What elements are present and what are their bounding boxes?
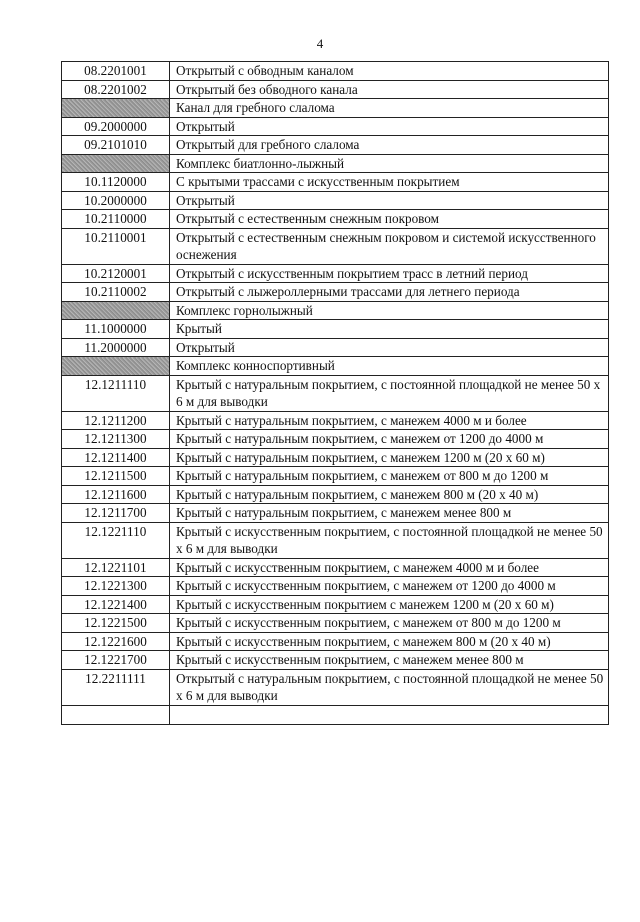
table-row xyxy=(62,577,609,596)
description-cell: Крытый с искусственным покрытием, с постоянной площадкой не менее 50 х 6 м для выводки xyxy=(170,522,609,558)
description-cell: Крытый с натуральным покрытием, с манежем 1200 м (20 х 60 м) xyxy=(170,448,609,467)
code-cell: 12.2211111 xyxy=(62,669,170,705)
code-cell: 12.1211700 xyxy=(62,504,170,523)
code-cell: 12.1211400 xyxy=(62,448,170,467)
code-cell: 08.2201001 xyxy=(62,62,170,81)
description-cell: Крытый с искусственным покрытием с манежем 1200 м (20 х 60 м) xyxy=(170,595,609,614)
code-cell: 12.1221300 xyxy=(62,577,170,596)
table-row xyxy=(62,448,609,467)
table-row xyxy=(62,558,609,577)
table-row xyxy=(62,173,609,192)
code-cell: 12.1211300 xyxy=(62,430,170,449)
description-cell: Открытый с натуральным покрытием, с постоянной площадкой не менее 50 х 6 м для выводки xyxy=(170,669,609,705)
classifier-table xyxy=(61,61,609,725)
table-row xyxy=(62,632,609,651)
section-code-cell xyxy=(62,154,170,173)
table-row xyxy=(62,191,609,210)
table-row xyxy=(62,264,609,283)
table-row xyxy=(62,136,609,155)
table-row xyxy=(62,485,609,504)
table-row xyxy=(62,522,609,558)
code-cell: 10.2110000 xyxy=(62,210,170,229)
code-cell: 10.2110001 xyxy=(62,228,170,264)
empty-cell xyxy=(170,705,609,724)
section-title-cell: Канал для гребного слалома xyxy=(170,99,609,118)
table-row xyxy=(62,228,609,264)
table-row xyxy=(62,614,609,633)
description-cell: Крытый с натуральным покрытием, с манежем менее 800 м xyxy=(170,504,609,523)
description-cell: Крытый с искусственным покрытием, с манежем от 1200 до 4000 м xyxy=(170,577,609,596)
table-row xyxy=(62,411,609,430)
section-row xyxy=(62,99,609,118)
code-cell: 09.2101010 xyxy=(62,136,170,155)
code-cell: 12.1211500 xyxy=(62,467,170,486)
description-cell: Крытый с натуральным покрытием, с манежем от 800 м до 1200 м xyxy=(170,467,609,486)
description-cell: Крытый с натуральным покрытием, с манежем 800 м (20 х 40 м) xyxy=(170,485,609,504)
description-cell: Открытый xyxy=(170,191,609,210)
description-cell: Открытый для гребного слалома xyxy=(170,136,609,155)
section-code-cell xyxy=(62,99,170,118)
section-row xyxy=(62,357,609,376)
section-title-cell: Комплекс биатлонно-лыжный xyxy=(170,154,609,173)
table-row xyxy=(62,430,609,449)
description-cell: С крытыми трассами с искусственным покрытием xyxy=(170,173,609,192)
code-cell: 10.2000000 xyxy=(62,191,170,210)
table-row xyxy=(62,504,609,523)
description-cell: Открытый с искусственным покрытием трасс в летний период xyxy=(170,264,609,283)
code-cell: 09.2000000 xyxy=(62,117,170,136)
code-cell: 11.2000000 xyxy=(62,338,170,357)
code-cell: 12.1221700 xyxy=(62,651,170,670)
code-cell: 11.1000000 xyxy=(62,320,170,339)
table-row xyxy=(62,283,609,302)
description-cell: Открытый с обводным каналом xyxy=(170,62,609,81)
section-row xyxy=(62,301,609,320)
code-cell: 10.1120000 xyxy=(62,173,170,192)
section-row xyxy=(62,154,609,173)
description-cell: Крытый с натуральным покрытием, с манежем от 1200 до 4000 м xyxy=(170,430,609,449)
description-cell: Крытый с натуральным покрытием, с манежем 4000 м и более xyxy=(170,411,609,430)
table-row xyxy=(62,320,609,339)
section-code-cell xyxy=(62,357,170,376)
code-cell: 10.2120001 xyxy=(62,264,170,283)
section-title-cell: Комплекс конноспортивный xyxy=(170,357,609,376)
description-cell: Крытый с искусственным покрытием, с манежем от 800 м до 1200 м xyxy=(170,614,609,633)
code-cell: 12.1221110 xyxy=(62,522,170,558)
description-cell: Открытый с лыжероллерными трассами для летнего периода xyxy=(170,283,609,302)
code-cell: 12.1221400 xyxy=(62,595,170,614)
table-row-continuation xyxy=(62,705,609,724)
code-cell: 08.2201002 xyxy=(62,80,170,99)
description-cell: Крытый с искусственным покрытием, с манежем 800 м (20 х 40 м) xyxy=(170,632,609,651)
table-row xyxy=(62,669,609,705)
code-cell: 12.1211600 xyxy=(62,485,170,504)
description-cell: Крытый xyxy=(170,320,609,339)
section-code-cell xyxy=(62,301,170,320)
table-row xyxy=(62,375,609,411)
page-number: 4 xyxy=(316,36,324,51)
description-cell: Открытый xyxy=(170,117,609,136)
section-title-cell: Комплекс горнолыжный xyxy=(170,301,609,320)
description-cell: Крытый с искусственным покрытием, с манежем 4000 м и более xyxy=(170,558,609,577)
table-row xyxy=(62,117,609,136)
code-cell: 12.1221600 xyxy=(62,632,170,651)
code-cell: 10.2110002 xyxy=(62,283,170,302)
table-row xyxy=(62,651,609,670)
table-row xyxy=(62,595,609,614)
description-cell: Открытый с естественным снежным покровом xyxy=(170,210,609,229)
code-cell: 12.1211200 xyxy=(62,411,170,430)
description-cell: Открытый с естественным снежным покровом и системой искусственного оснежения xyxy=(170,228,609,264)
code-cell: 12.1221101 xyxy=(62,558,170,577)
code-cell: 12.1211110 xyxy=(62,375,170,411)
empty-cell xyxy=(62,705,170,724)
table-row xyxy=(62,62,609,81)
code-cell: 12.1221500 xyxy=(62,614,170,633)
table-row xyxy=(62,338,609,357)
table-row xyxy=(62,467,609,486)
description-cell: Крытый с натуральным покрытием, с постоянной площадкой не менее 50 х 6 м для выводки xyxy=(170,375,609,411)
table-row xyxy=(62,210,609,229)
description-cell: Открытый xyxy=(170,338,609,357)
table-row xyxy=(62,80,609,99)
description-cell: Открытый без обводного канала xyxy=(170,80,609,99)
description-cell: Крытый с искусственным покрытием, с манежем менее 800 м xyxy=(170,651,609,670)
